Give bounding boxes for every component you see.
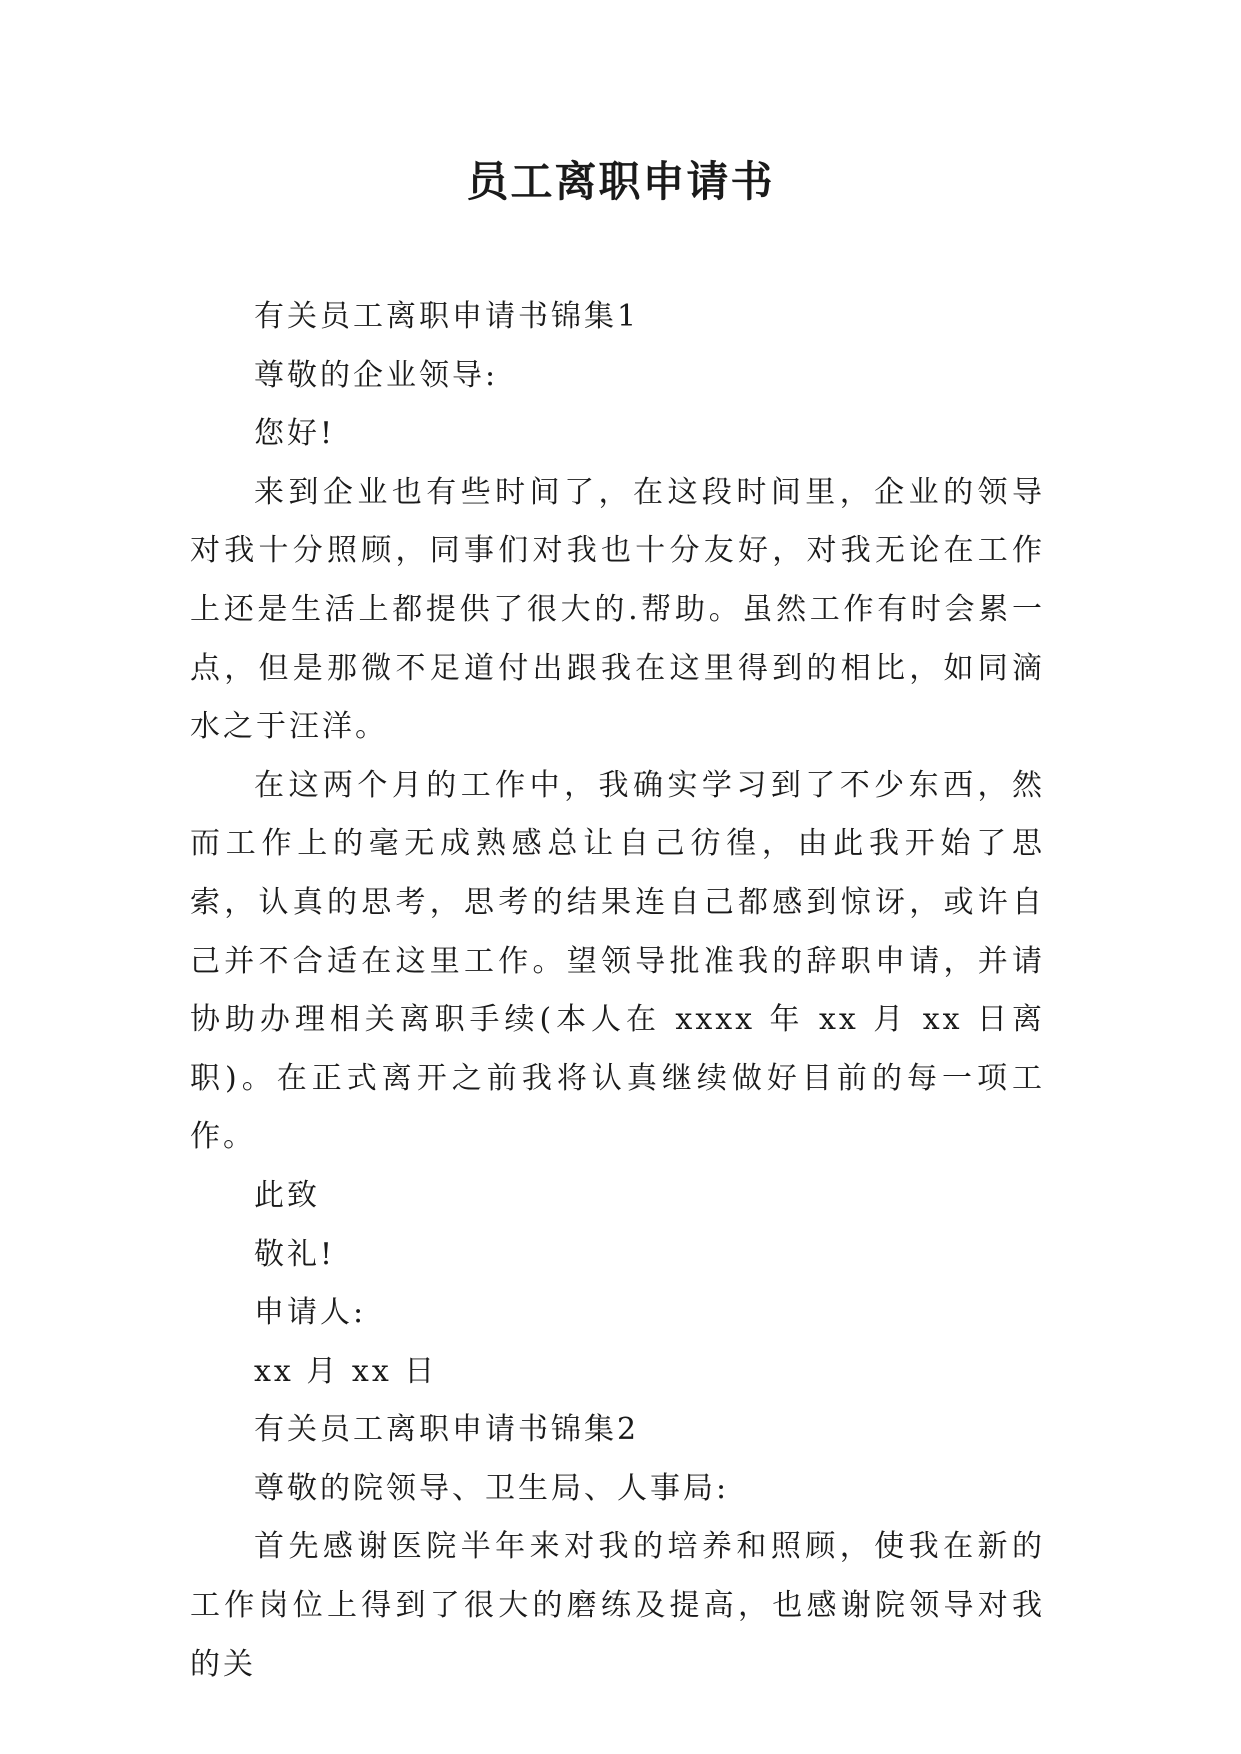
body-paragraph-1: 来到企业也有些时间了，在这段时间里，企业的领导对我十分照顾，同事们对我也十分友好，对我无论在工作上还是生活上都提供了很大的.帮助。虽然工作有时会累一点，但是那微不足道付出跟我在这里得到的相比，如同滴水之于汪洋。	[190, 474, 1045, 745]
closing-1: 此致	[254, 1177, 320, 1213]
document-body	[190, 288, 1045, 1694]
document-title: 员工离职申请书	[466, 157, 775, 206]
body-paragraph-3: 首先感谢医院半年来对我的培养和照顾，使我在新的工作岗位上得到了很大的磨练及提高，也感谢院领导对我的关	[190, 1529, 1045, 1682]
closing-2: 敬礼!	[254, 1236, 336, 1272]
greeting: 您好!	[254, 416, 336, 452]
date-line: xx 月 xx 日	[254, 1353, 438, 1389]
salutation-2: 尊敬的院领导、卫生局、人事局:	[254, 1470, 730, 1506]
applicant-label: 申请人:	[254, 1295, 367, 1331]
section-1-heading: 有关员工离职申请书锦集1	[254, 299, 640, 334]
salutation-1: 尊敬的企业领导:	[254, 357, 499, 393]
body-paragraph-2: 在这两个月的工作中，我确实学习到了不少东西，然而工作上的毫无成熟感总让自己彷徨，由此我开始了思索，认真的思考，思考的结果连自己都感到惊讶，或许自己并不合适在这里工作。望领导批准我的辞职申请，并请协助办理相关离职手续(本人在 xxxx 年 xx 月 xx 日离职)。在正式离开之前我将认真继续做好目前的每一项工作。	[190, 767, 1045, 1155]
section-2-heading: 有关员工离职申请书锦集2	[254, 1412, 640, 1448]
